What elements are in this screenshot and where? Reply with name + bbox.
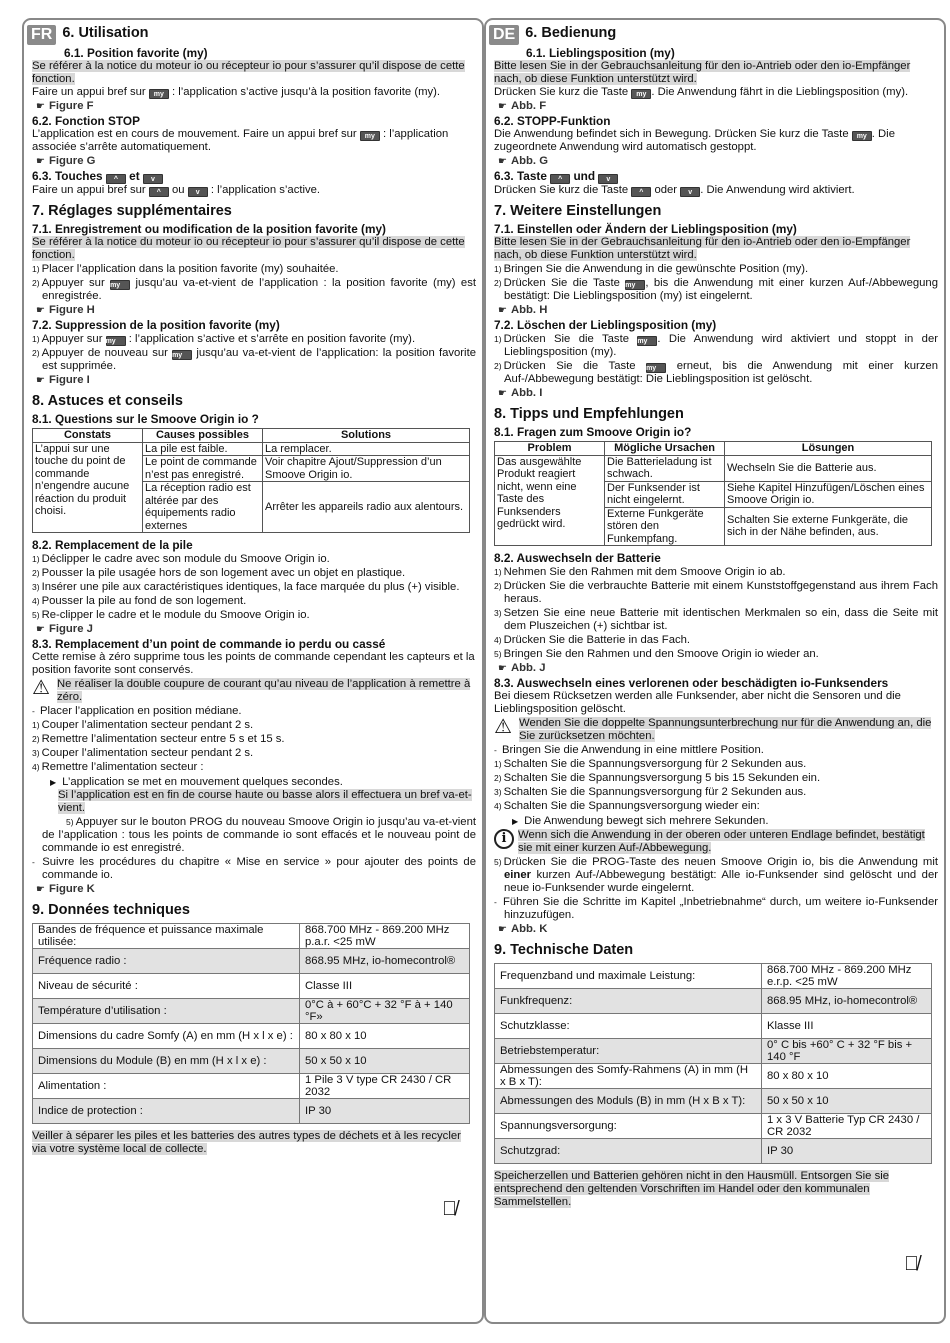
subsection-title: 6.2. Fonction STOP [32, 114, 140, 128]
subsection-title: 7.2. Suppression de la position favorite (my) [32, 318, 280, 332]
list-item: - Bringen Sie die Anwendung in eine mittlere Position. [494, 744, 764, 756]
table-cell: Die Batterieladung ist schwach. [605, 455, 725, 481]
list-item: 4) Drücken Sie die Batterie in das Fach. [494, 634, 691, 646]
table-row [33, 949, 470, 974]
figure-ref: ☛ Figure J [36, 623, 93, 635]
table-cell: Voir chapitre Ajout/Suppression d’un Smoove Origin io. [263, 456, 470, 482]
list-item: 2) Appuyer sur my jusqu’au va-et-vient de l’application : la position favorite (my) est enregistrée. [32, 277, 476, 302]
my-key-icon: my [172, 350, 192, 360]
table-row [495, 1089, 932, 1114]
warning-triangle-icon: ⚠ [494, 716, 512, 738]
spec-value: Klasse III [762, 1014, 932, 1039]
table-row [495, 1064, 932, 1089]
subsection-title: 8.1. Questions sur le Smoove Origin io ? [32, 412, 259, 426]
language-badge: FR [27, 25, 56, 45]
subsection-title: 7.2. Löschen der Lieblingsposition (my) [494, 318, 717, 332]
section-title: 7. Réglages supplémentaires [32, 203, 232, 219]
list-item: 3) Schalten Sie die Spannungsversorgung für 2 Sekunden aus. [494, 786, 807, 798]
my-key-icon: my [637, 336, 657, 346]
table-row [33, 974, 470, 999]
triangle-bullet-icon: ▶ [512, 817, 519, 826]
pointing-hand-icon: ☛ [498, 388, 507, 399]
section-title: 9. Technische Daten [494, 942, 634, 958]
pointing-hand-icon: ☛ [36, 305, 45, 316]
pointing-hand-icon: ☛ [36, 375, 45, 386]
up-key-icon: ^ [631, 187, 651, 197]
pointing-hand-icon: ☛ [36, 884, 45, 895]
spec-value: 1 Pile 3 V type CR 2430 / CR 2032 [300, 1074, 470, 1099]
subsection-title: 8.1. Fragen zum Smoove Origin io? [494, 425, 692, 439]
spec-label: Température d’utilisation : [33, 999, 300, 1024]
table-cell: La réception radio est altérée par des équipements radio externes [143, 482, 263, 533]
table-row [495, 1014, 932, 1039]
paragraph: Bei diesem Rücksetzen werden alle Funksender, aber nicht die Sensoren und die Lieblingsposition gelöscht. [494, 690, 901, 715]
figure-ref: ☛ Abb. G [498, 155, 548, 167]
table-cell: Arrêter les appareils radio aux alentours. [263, 482, 470, 533]
spec-value: IP 30 [762, 1139, 932, 1164]
my-key-icon: my [631, 89, 651, 99]
figure-ref: ☛ Abb. I [498, 387, 543, 399]
pointing-hand-icon: ☛ [36, 156, 45, 167]
list-item: - Suivre les procédures du chapitre « Mise en service » pour ajouter des points de commande io. [32, 856, 476, 881]
info-icon: i [494, 829, 514, 849]
warning-note: ⚠ Ne réaliser la double coupure de courant qu’au niveau de l’application à remettre à zéro. [32, 677, 471, 703]
reference-note: Se référer à la notice du moteur io ou récepteur io pour s’assurer qu’il dispose de cette fonction. [32, 236, 465, 261]
spec-value: 50 x 50 x 10 [300, 1049, 470, 1074]
spec-value: 868.95 MHz, io-homecontrol® [300, 949, 470, 974]
pointing-hand-icon: ☛ [498, 101, 507, 112]
pointing-hand-icon: ☛ [36, 624, 45, 635]
table-cell: La remplacer. [263, 442, 470, 456]
recycling-note: Veiller à séparer les piles et les batteries des autres types de déchets et à les recycler via votre système local de collecte. [32, 1130, 461, 1155]
spec-value: 80 x 80 x 10 [762, 1064, 932, 1089]
spec-label: Indice de protection : [33, 1099, 300, 1124]
my-key-icon: my [149, 89, 169, 99]
table-row [33, 442, 470, 456]
my-key-icon: my [110, 280, 130, 290]
list-item: 1) Drücken Sie die Taste my . Die Anwendung wird aktiviert und stoppt in der Lieblingsposition (my). [494, 333, 939, 358]
spec-value: 0° C bis +60° C + 32 °F bis + 140 °F [762, 1039, 932, 1064]
figure-ref: ☛ Abb. K [498, 923, 548, 935]
info-note: i Wenn sich die Anwendung in der oberen oder unteren Endlage befindet, bestätigt sie mit einer kurzen Auf-/Abbewegung. [494, 829, 938, 855]
language-badge: DE [489, 25, 519, 45]
list-item: 1) Placer l’application dans la position favorite (my) souhaitée. [32, 263, 339, 275]
list-item: 2) Remettre l’alimentation secteur entre 5 s et 15 s. [32, 733, 285, 745]
my-key-icon: my [360, 131, 380, 141]
paragraph: Cette remise à zéro supprime tous les points de commande cependant les capteurs et la position favorite sont conservés. [32, 651, 475, 676]
warning-triangle-icon: ⚠ [32, 677, 50, 699]
list-item: 5) Bringen Sie den Rahmen und den Smoove Origin io wieder an. [494, 648, 819, 660]
table-row [33, 1074, 470, 1099]
paragraph: L’application est en cours de mouvement. Faire un appui bref sur my : l’application associée s’arrête automatiquement. [32, 128, 449, 153]
table-row [495, 989, 932, 1014]
reference-note: Se référer à la notice du moteur io ou récepteur io pour s’assurer qu’il dispose de cette fonction. [32, 60, 465, 85]
table-cell: Externe Funkgeräte stören den Funkempfang. [605, 507, 725, 546]
list-item: 2) Appuyer de nouveau sur my jusqu’au va-et-vient de l’application: la position favorite est supprimée. [32, 347, 476, 372]
subsection-title: 6.1. Position favorite (my) [64, 46, 208, 60]
spec-value: IP 30 [300, 1099, 470, 1124]
table-header: Mögliche Ursachen [605, 442, 725, 456]
spec-label: Alimentation : [33, 1074, 300, 1099]
figure-ref: ☛ Figure I [36, 374, 90, 386]
list-item: 5) Drücken Sie die PROG-Taste des neuen Smoove Origin io, bis die Anwendung mit einer kurzen Auf-/Abbewegung bestätigt: Alle io-Funksender sind gelöscht und der neue io-Funksender wurde eingelernt. [494, 856, 938, 894]
table-header: Lösungen [725, 442, 932, 456]
spec-value: 80 x 80 x 10 [300, 1024, 470, 1049]
column-fr [22, 18, 484, 1324]
troubleshooting-table [494, 441, 932, 546]
table-row [495, 455, 932, 481]
recycling-note: Speicherzellen und Batterien gehören nicht in den Hausmüll. Entsorgen Sie sie entsprechend den geltenden Vorschriften im Handel oder den kommunalen Sammelstellen. [494, 1170, 890, 1208]
section-title: 7. Weitere Einstellungen [494, 203, 662, 219]
table-cell: Der Funksender ist nicht eingelernt. [605, 481, 725, 507]
table-row [495, 1139, 932, 1164]
pointing-hand-icon: ☛ [498, 663, 507, 674]
my-key-icon: my [646, 363, 666, 373]
paragraph: Faire un appui bref sur ^ ou v : l’application s’active. [32, 184, 321, 196]
figure-ref: ☛ Figure F [36, 100, 94, 112]
pointing-hand-icon: ☛ [498, 924, 507, 935]
list-item: 1) Schalten Sie die Spannungsversorgung für 2 Sekunden aus. [494, 758, 807, 770]
list-item: 2) Schalten Sie die Spannungsversorgung 5 bis 15 Sekunden ein. [494, 772, 821, 784]
spec-value: Classe III [300, 974, 470, 999]
triangle-bullet-icon: ▶ [50, 778, 57, 787]
list-item: - Placer l’application en position médiane. [32, 705, 242, 717]
spec-label: Bandes de fréquence et puissance maximale utilisée: [33, 924, 300, 949]
my-key-icon: my [106, 336, 126, 346]
spec-value: 868.700 MHz - 869.200 MHz e.r.p. <25 mW [762, 964, 932, 989]
my-key-icon: my [625, 280, 645, 290]
subsection-title: 7.1. Einstellen oder Ändern der Lieblingsposition (my) [494, 222, 797, 236]
figure-ref: ☛ Abb. F [498, 100, 547, 112]
spec-label: Abmessungen des Moduls (B) in mm (H x B x T): [495, 1089, 762, 1114]
subsection-title: 8.2. Remplacement de la pile [32, 538, 193, 552]
pointing-hand-icon: ☛ [36, 101, 45, 112]
list-item: 1) Nehmen Sie den Rahmen mit dem Smoove Origin io ab. [494, 566, 786, 578]
table-row [33, 1024, 470, 1049]
list-item: 1) Couper l’alimentation secteur pendant 2 s. [32, 719, 254, 731]
subsection-title: 8.3. Remplacement d’un point de commande io perdu ou cassé [32, 637, 386, 651]
list-item: - Führen Sie die Schritte im Kapitel „Inbetriebnahme“ durch, um weitere io-Funksender hinzuzufügen. [494, 896, 939, 921]
my-key-icon: my [852, 131, 872, 141]
table-cell: La pile est faible. [143, 442, 263, 456]
spec-value: 0°C à + 60°C + 32 °F à + 140 °F» [300, 999, 470, 1024]
down-key-icon: v [188, 187, 208, 197]
result-line: ▶ L’application se met en mouvement quelques secondes. [50, 776, 343, 788]
list-item: 3) Couper l’alimentation secteur pendant 2 s. [32, 747, 254, 759]
warning-note: ⚠ Wenden Sie die doppelte Spannungsunterbrechung nur für die Anwendung an, die Sie zurücksetzen möchten. [494, 716, 932, 742]
spec-value: 868.95 MHz, io-homecontrol® [762, 989, 932, 1014]
section-title: 8. Tipps und Empfehlungen [494, 406, 684, 422]
down-key-icon: v [680, 187, 700, 197]
table-cell: Schalten Sie externe Funkgeräte, die sich in der Nähe befinden, aus. [725, 507, 932, 546]
list-item: 2) Drücken Sie die verbrauchte Batterie mit einem Kunststoffgegenstand aus ihrem Fach heraus. [494, 580, 938, 605]
spec-label: Fréquence radio : [33, 949, 300, 974]
table-row [33, 1099, 470, 1124]
spec-label: Niveau de sécurité : [33, 974, 300, 999]
figure-ref: ☛ Figure G [36, 155, 96, 167]
table-row [33, 999, 470, 1024]
section-title: 9. Données techniques [32, 902, 190, 918]
subsection-title: 6.3. Taste ^ und v [494, 170, 938, 184]
table-cell: Das ausgewählte Produkt reagiert nicht, wenn eine Taste des Funksenders gedrückt wird. [495, 455, 605, 546]
subsection-title: 7.1. Enregistrement ou modification de la position favorite (my) [32, 222, 386, 236]
table-header: Solutions [263, 429, 470, 443]
technical-data-table [494, 963, 932, 1164]
list-item: 3) Setzen Sie eine neue Batterie mit identischen Merkmalen so ein, dass die Seite mit dem Pluszeichen (+) sichtbar ist. [494, 607, 938, 632]
spec-value: 868.700 MHz - 869.200 MHz p.a.r. <25 mW [300, 924, 470, 949]
table-cell: Wechseln Sie die Batterie aus. [725, 455, 932, 481]
subsection-title: 6.2. STOPP-Funktion [494, 114, 611, 128]
subsection-title: 8.2. Auswechseln der Batterie [494, 551, 661, 565]
list-item: 4) Schalten Sie die Spannungsversorgung wieder ein: [494, 800, 760, 812]
spec-label: Abmessungen des Somfy-Rahmens (A) in mm (H x B x T): [495, 1064, 762, 1089]
up-key-icon: ^ [106, 174, 126, 184]
info-note: Si l’application est en fin de course haute ou basse alors il effectuera un bref va-et-vient. [58, 789, 472, 814]
reference-note: Bitte lesen Sie in der Gebrauchsanleitung für den io-Antrieb oder den io-Empfänger nach, ob diese Funktion unterstützt wird. [494, 236, 911, 261]
paragraph: Drücken Sie kurz die Taste ^ oder v . Die Anwendung wird aktiviert. [494, 184, 855, 196]
table-row [495, 964, 932, 989]
spec-value: 50 x 50 x 10 [762, 1089, 932, 1114]
table-header: Constats [33, 429, 143, 443]
spec-label: Funkfrequenz: [495, 989, 762, 1014]
table-row [33, 924, 470, 949]
figure-ref: ☛ Abb. J [498, 662, 546, 674]
spec-label: Dimensions du Module (B) en mm (H x l x e) : [33, 1049, 300, 1074]
list-item: 4) Remettre l’alimentation secteur : [32, 761, 204, 773]
list-item: 5) Appuyer sur le bouton PROG du nouveau Smoove Origin io jusqu’au va-et-vient de l’application : tous les points de commande io sont effacés et le nouveau point de commande io est enregistré. [42, 816, 476, 854]
list-item: 2) Drücken Sie die Taste my , bis die Anwendung mit einer kurzen Auf-/Abbewegung bestätigt: Die Lieblingsposition (my) ist eingelernt. [494, 277, 938, 302]
list-item: 2) Drücken Sie die Taste my erneut, bis die Anwendung mit einer kurzen Auf-/Abbewegung bestätigt: Die Lieblingsposition ist gelöscht. [494, 360, 938, 385]
crossed-bin-icon: 🗑̸ [904, 1253, 919, 1275]
table-row [495, 1114, 932, 1139]
subsection-title: 6.3. Touches ^ et v [32, 170, 476, 184]
down-key-icon: v [598, 174, 618, 184]
section-title: 8. Astuces et conseils [32, 393, 183, 409]
table-row [495, 1039, 932, 1064]
table-header: Causes possibles [143, 429, 263, 443]
column-de [484, 18, 946, 1324]
list-item: 5) Re-clipper le cadre et le module du Smoove Origin io. [32, 609, 310, 621]
up-key-icon: ^ [149, 187, 169, 197]
list-item: 4) Pousser la pile au fond de son logement. [32, 595, 247, 607]
spec-value: 1 x 3 V Batterie Typ CR 2430 / CR 2032 [762, 1114, 932, 1139]
paragraph: Faire un appui bref sur my : l’application s’active jusqu’à la position favorite (my). [32, 86, 441, 98]
figure-ref: ☛ Abb. H [498, 304, 548, 316]
figure-ref: ☛ Figure H [36, 304, 95, 316]
pointing-hand-icon: ☛ [498, 156, 507, 167]
result-line: ▶ Die Anwendung bewegt sich mehrere Sekunden. [512, 815, 769, 827]
paragraph: Drücken Sie kurz die Taste my . Die Anwendung fährt in die Lieblingsposition (my). [494, 86, 909, 98]
subsection-title: 6.1. Lieblingsposition (my) [526, 46, 675, 60]
table-cell: L’appui sur une touche du point de commande n’engendre aucune réaction du produit choisi. [33, 442, 143, 533]
subsection-title: 8.3. Auswechseln eines verlorenen oder beschädigten io-Funksenders [494, 676, 889, 690]
section-title: 6. Bedienung [525, 25, 617, 41]
pointing-hand-icon: ☛ [498, 305, 507, 316]
spec-label: Dimensions du cadre Somfy (A) en mm (H x l x e) : [33, 1024, 300, 1049]
paragraph: Die Anwendung befindet sich in Bewegung. Drücken Sie kurz die Taste my . Die zugeordnete Anwendung wird automatisch gestoppt. [494, 128, 895, 153]
section-title: 6. Utilisation [62, 25, 149, 41]
figure-ref: ☛ Figure K [36, 883, 95, 895]
table-cell: Siehe Kapitel Hinzufügen/Löschen eines Smoove Origin io. [725, 481, 932, 507]
spec-label: Betriebstemperatur: [495, 1039, 762, 1064]
spec-label: Frequenzband und maximale Leistung: [495, 964, 762, 989]
reference-note: Bitte lesen Sie in der Gebrauchsanleitung für den io-Antrieb oder den io-Empfänger nach, ob diese Funktion unterstützt wird. [494, 60, 911, 85]
table-header: Problem [495, 442, 605, 456]
down-key-icon: v [143, 174, 163, 184]
list-item: 1) Appuyer sur my : l’application s’active et s’arrête en position favorite (my). [32, 333, 416, 345]
table-cell: Le point de commande n’est pas enregistré. [143, 456, 263, 482]
spec-label: Spannungsversorgung: [495, 1114, 762, 1139]
troubleshooting-table [32, 428, 470, 533]
spec-label: Schutzgrad: [495, 1139, 762, 1164]
list-item: 1) Bringen Sie die Anwendung in die gewünschte Position (my). [494, 263, 809, 275]
list-item: 1) Déclipper le cadre avec son module du Smoove Origin io. [32, 553, 330, 565]
list-item: 2) Pousser la pile usagée hors de son logement avec un objet en plastique. [32, 567, 406, 579]
crossed-bin-icon: 🗑̸ [442, 1198, 457, 1220]
spec-label: Schutzklasse: [495, 1014, 762, 1039]
table-row [33, 1049, 470, 1074]
technical-data-table [32, 923, 470, 1124]
list-item: 3) Insérer une pile aux caractéristiques identiques, la face marquée du plus (+) visible. [32, 581, 460, 593]
up-key-icon: ^ [550, 174, 570, 184]
